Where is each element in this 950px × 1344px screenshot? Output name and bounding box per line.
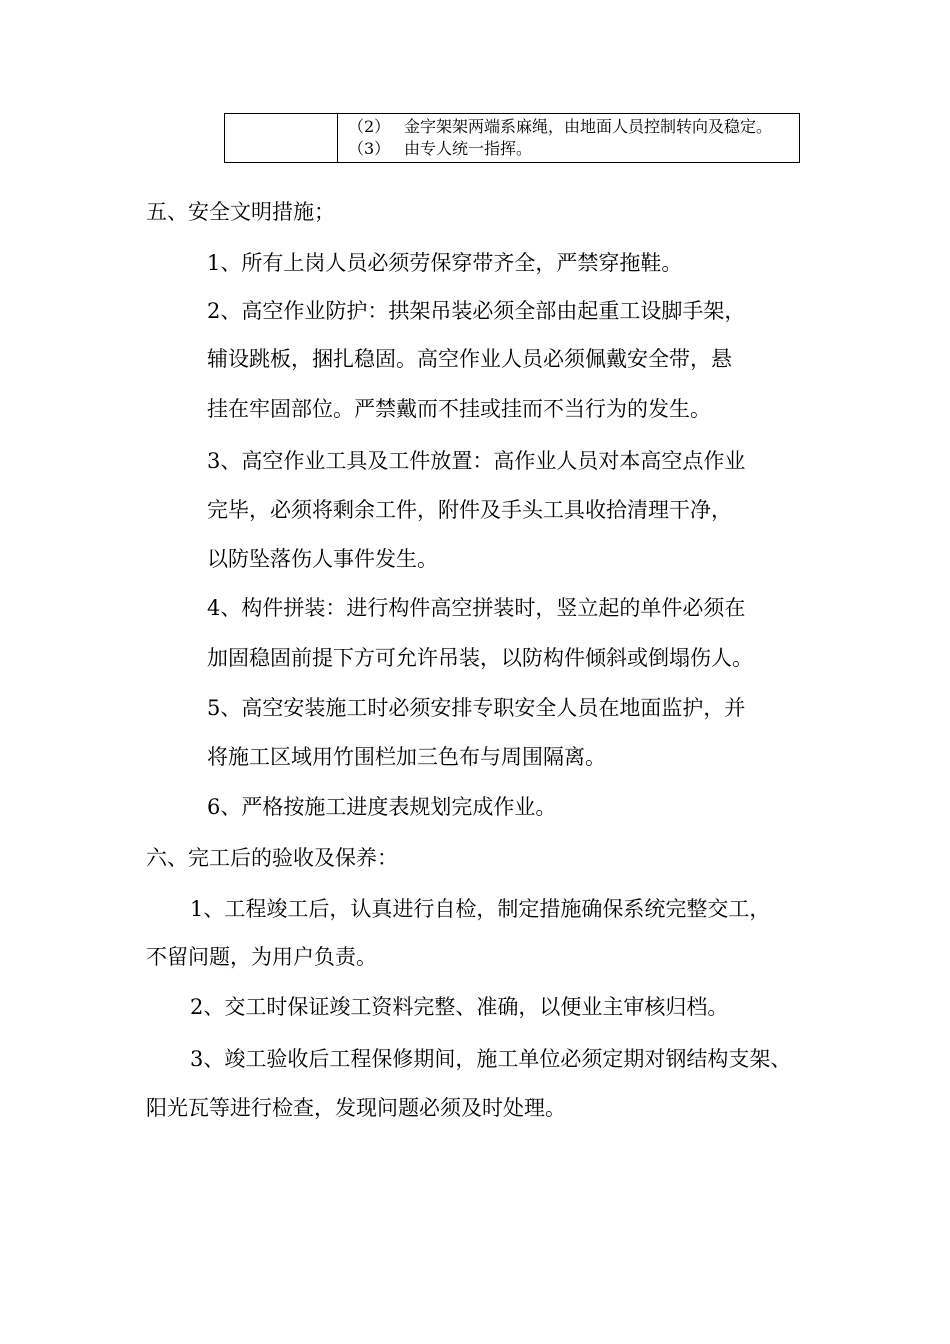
acceptance-item-1-line-1: 1、工程竣工后，认真进行自检，制定措施确保系统完整交工， xyxy=(190,897,771,921)
table-step-item xyxy=(338,114,799,138)
safety-item-2-line-1: 2、高空作业防护：拱架吊装必须全部由起重工设脚手架， xyxy=(207,299,746,323)
safety-item-3-line-3: 以防坠落伤人事件发生。 xyxy=(207,547,438,571)
acceptance-item-1-line-2: 不留问题，为用户负责。 xyxy=(146,945,377,969)
step-text: 由专人统一指挥。 xyxy=(404,139,533,158)
table-step-item xyxy=(338,138,799,162)
continuation-table xyxy=(224,113,800,163)
acceptance-item-3-line-1: 3、竣工验收后工程保修期间，施工单位必须定期对钢结构支架、 xyxy=(190,1047,792,1071)
table-cell-empty xyxy=(225,114,338,163)
step-number: （3） xyxy=(348,139,391,158)
safety-item-4-line-1: 4、构件拼装：进行构件高空拼装时，竖立起的单件必须在 xyxy=(207,596,746,620)
safety-item-3-line-1: 3、高空作业工具及工件放置：高作业人员对本高空点作业 xyxy=(207,449,746,473)
acceptance-item-3-line-2: 阳光瓦等进行检查，发现问题必须及时处理。 xyxy=(146,1096,566,1120)
step-text: 金字架架两端系麻绳，由地面人员控制转向及稳定。 xyxy=(404,117,773,136)
safety-item-6: 6、严格按施工进度表规划完成作业。 xyxy=(207,795,557,819)
safety-item-2-line-3: 挂在牢固部位。严禁戴而不挂或挂而不当行为的发生。 xyxy=(207,397,711,421)
table-row xyxy=(225,114,800,163)
section-heading-safety: 五、安全文明措施； xyxy=(146,200,335,224)
safety-item-2-line-2: 辅设跳板，捆扎稳固。高空作业人员必须佩戴安全带，悬 xyxy=(207,347,732,371)
section-heading-acceptance: 六、完工后的验收及保养： xyxy=(146,846,398,870)
safety-item-5-line-1: 5、高空安装施工时必须安排专职安全人员在地面监护，并 xyxy=(207,696,746,720)
acceptance-item-2: 2、交工时保证竣工资料完整、准确，以便业主审核归档。 xyxy=(190,995,729,1019)
safety-item-4-line-2: 加固稳固前提下方可允许吊装，以防构件倾斜或倒塌伤人。 xyxy=(207,646,753,670)
safety-item-3-line-2: 完毕，必须将剩余工件，附件及手头工具收拾清理干净， xyxy=(207,498,732,522)
safety-item-5-line-2: 将施工区域用竹围栏加三色布与周围隔离。 xyxy=(207,745,606,769)
table-cell-steps xyxy=(338,114,800,163)
safety-item-1: 1、所有上岗人员必须劳保穿带齐全，严禁穿拖鞋。 xyxy=(207,251,683,275)
step-number: （2） xyxy=(348,117,391,136)
